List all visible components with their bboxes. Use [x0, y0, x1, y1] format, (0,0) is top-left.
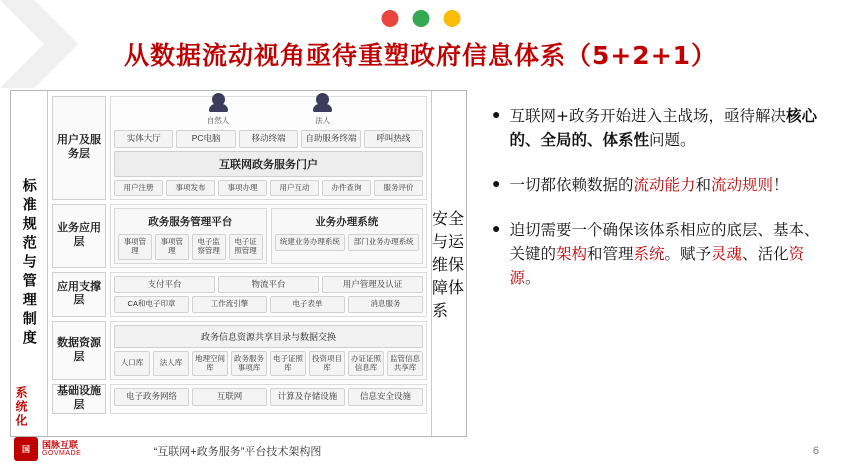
left-band-label: 标准规范与管理制度: [21, 178, 38, 349]
chip: 事项发布: [166, 180, 215, 197]
chip: 法人库: [153, 351, 189, 376]
user-service-chips: [114, 180, 423, 197]
chip: 用户互动: [270, 180, 319, 197]
architecture-diagram: [10, 90, 467, 437]
logo-mark: 国: [14, 437, 38, 461]
chip: 事项管理: [155, 234, 189, 259]
person-icon: [316, 93, 329, 106]
chip: 投资项目库: [309, 351, 345, 376]
layer-row-data: [52, 321, 427, 380]
chip: 自助服务终端: [301, 130, 360, 148]
chip: 电子政务网络: [114, 388, 189, 406]
portal-banner: 互联网政务服务门户: [114, 151, 423, 177]
chip: 消息服务: [348, 296, 423, 313]
panel-service-mgmt: [114, 208, 267, 263]
chip: 事项管理: [118, 234, 152, 259]
bullet-marker-icon: ●: [492, 106, 501, 122]
dot-yellow: [443, 10, 460, 27]
chip: 地理空间库: [192, 351, 228, 376]
chip: 互联网: [192, 388, 267, 406]
layer-label-business: 业务应用层: [52, 204, 106, 267]
chip: 用户管理及认证: [322, 276, 423, 294]
right-vertical-band: [431, 91, 466, 436]
layer-label-infra: 基础设施层: [52, 384, 106, 414]
chip: 监管信息共享库: [387, 351, 423, 376]
layer-row-support: [52, 272, 427, 317]
logo-name-en: GOVMADE: [42, 450, 82, 458]
chip: 信息安全设施: [348, 388, 423, 406]
layer-body-data: [110, 321, 427, 380]
layer-row-business: [52, 204, 427, 267]
layer-label-data: 数据资源层: [52, 321, 106, 380]
bullet-marker-icon: ●: [492, 220, 501, 237]
panel-title: 政务服务管理平台: [148, 216, 233, 229]
slide-title: 从数据流动视角亟待重塑政府信息体系（5+2+1）: [123, 41, 718, 70]
layer-label-user: 用户及服务层: [52, 96, 106, 200]
user-channel-chips: [114, 130, 423, 148]
bullet-item: [492, 218, 827, 290]
right-band-label: 安全与运维保障体系: [432, 211, 465, 320]
left-vertical-band: [11, 91, 48, 436]
chip: 电子表单: [270, 296, 345, 313]
chip: 工作流引擎: [192, 296, 267, 313]
person-legal: [315, 93, 330, 126]
layer-row-user: [52, 96, 427, 200]
page-number: 6: [812, 445, 819, 457]
layer-body-business: [110, 204, 427, 267]
chip: 人口库: [114, 351, 150, 376]
chip: 办件查询: [322, 180, 371, 197]
persons-group: [114, 100, 423, 126]
layer-label-support: 应用支撑层: [52, 272, 106, 317]
logo-name-cn: 国脉互联: [42, 439, 79, 450]
diagram-caption: “互联网+政务服务”平台技术架构图: [153, 446, 322, 458]
decorative-dots: [381, 10, 460, 27]
chip: 服务评价: [374, 180, 423, 197]
chip: CA和电子印章: [114, 296, 189, 313]
chip: 实体大厅: [114, 130, 173, 148]
layer-body-support: [110, 272, 427, 317]
dot-red: [381, 10, 398, 27]
panel-title: 业务办理系统: [315, 216, 379, 229]
dot-green: [412, 10, 429, 27]
chip: 部门业务办理系统: [348, 234, 419, 251]
bullet-text: 迫切需要一个确保该体系相应的底层、基本、关键的架构和管理系统。赋予灵魂、活化资源。: [509, 221, 820, 288]
chip: 电子监察管理: [192, 234, 226, 259]
chip: 政务服务事项库: [231, 351, 267, 376]
chip: 计算及存储设施: [270, 388, 345, 406]
diagram-core: [48, 91, 431, 436]
person-label: 法人: [315, 116, 331, 125]
layer-body-user: [110, 96, 427, 200]
bullet-text: 互联网+政务开始进入主战场，亟待解决核心的、全局的、体系性问题。: [509, 107, 817, 150]
chip: 办证证照信息库: [348, 351, 384, 376]
layer-body-infra: [110, 384, 427, 414]
chip: 事项办理: [218, 180, 267, 197]
chip: PC电脑: [176, 130, 235, 148]
panel-business-handle: [271, 208, 424, 263]
chip: 用户注册: [114, 180, 163, 197]
person-label: 自然人: [206, 116, 230, 125]
chip: 电子证照库: [270, 351, 306, 376]
systemization-annotation: 系统化: [14, 386, 28, 428]
chip: 支付平台: [114, 276, 215, 294]
chip: 统建业务办理系统: [275, 234, 346, 251]
bullet-text: 一切都依赖数据的流动能力和流动规则！: [509, 176, 789, 195]
chip: 物流平台: [218, 276, 319, 294]
logo: [14, 437, 81, 461]
data-exchange-banner: 政务信息资源共享目录与数据交换: [114, 325, 423, 348]
chip: 移动终端: [239, 130, 298, 148]
bullet-marker-icon: ●: [492, 175, 501, 192]
person-icon: [212, 93, 225, 106]
bullet-list: [492, 104, 827, 311]
layer-row-infra: [52, 384, 427, 414]
bullet-item: [492, 104, 827, 152]
chip: 电子证照管理: [229, 234, 263, 259]
person-natural: [207, 93, 230, 126]
chip: 呼叫热线: [364, 130, 423, 148]
bullet-item: [492, 173, 827, 197]
